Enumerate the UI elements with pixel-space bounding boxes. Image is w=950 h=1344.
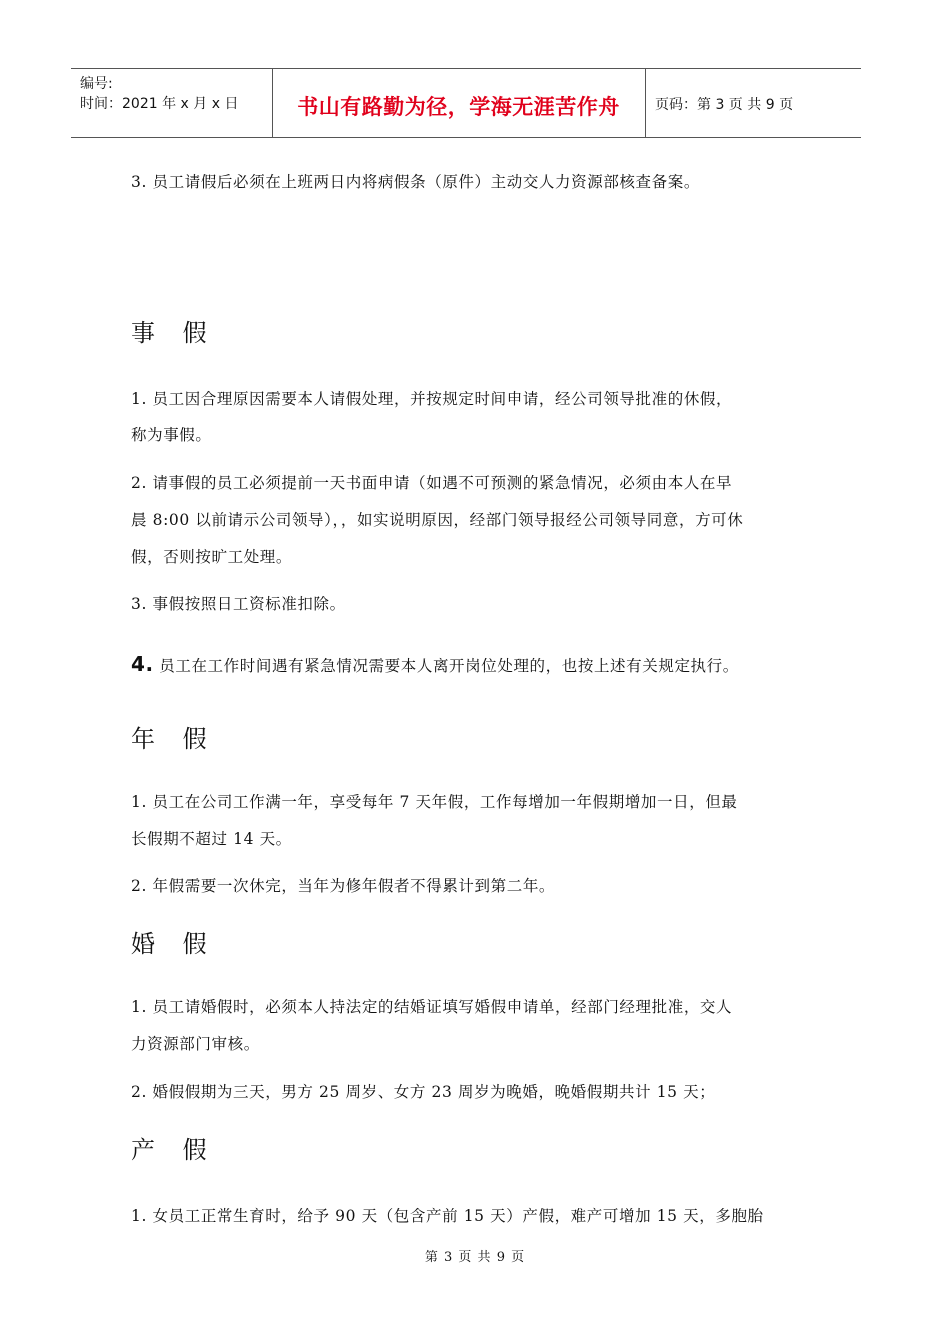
header-number-label: 编号: — [80, 76, 113, 92]
annual-leave-p1-line2: 长假期不超过 14 天。 — [131, 830, 292, 848]
sick-leave-paragraph-3: 3. 员工请假后必须在上班两日内将病假条（原件）主动交人力资源部核查备案。 — [131, 173, 700, 191]
personal-leave-p4 — [131, 654, 739, 676]
header-page-info: 页码：第 3 页 共 9 页 — [655, 97, 794, 113]
marriage-leave-p1-line2: 力资源部门审核。 — [131, 1035, 260, 1053]
marriage-leave-p1-line1: 1. 员工请婚假时，必须本人持法定的结婚证填写婚假申请单，经部门经理批准，交人 — [131, 998, 733, 1016]
header-left-cell — [71, 69, 273, 137]
document-header — [71, 68, 861, 138]
page-footer: 第 3 页 共 9 页 — [424, 1250, 526, 1265]
maternity-leave-p1-line1: 1. 女员工正常生育时，给予 90 天（包含产前 15 天）产假，难产可增加 15 天，多胞胎 — [131, 1207, 764, 1225]
personal-leave-p4-text: 员工在工作时间遇有紧急情况需要本人离开岗位处理的，也按上述有关规定执行。 — [153, 657, 739, 675]
section-title-marriage-leave: 婚 假 — [131, 930, 217, 958]
section-title-personal-leave: 事 假 — [131, 319, 217, 347]
personal-leave-p1-line1: 1. 员工因合理原因需要本人请假处理，并按规定时间申请，经公司领导批准的休假， — [131, 390, 733, 408]
header-right-cell — [646, 69, 861, 137]
section-title-maternity-leave: 产 假 — [131, 1136, 217, 1164]
annual-leave-p1-line1: 1. 员工在公司工作满一年，享受每年 7 天年假，工作每增加一年假期增加一日，但最 — [131, 793, 738, 811]
personal-leave-p2-line2: 晨 8:00 以前请示公司领导），，如实说明原因，经部门领导报经公司领导同意，方可休 — [131, 511, 744, 529]
header-motto: 书山有路勤为径，学海无涯苦作舟 — [297, 95, 620, 119]
annual-leave-p2: 2. 年假需要一次休完，当年为修年假者不得累计到第二年。 — [131, 877, 556, 895]
personal-leave-p2-line3: 假，否则按旷工处理。 — [131, 548, 293, 566]
personal-leave-p1-line2: 称为事假。 — [131, 426, 212, 444]
section-title-annual-leave: 年 假 — [131, 725, 217, 753]
personal-leave-p3: 3. 事假按照日工资标准扣除。 — [131, 595, 346, 613]
header-time-line: 时间：2021 年 x 月 x 日 — [80, 96, 239, 112]
personal-leave-p2-line1: 2. 请事假的员工必须提前一天书面申请（如遇不可预测的紧急情况，必须由本人在早 — [131, 474, 733, 492]
marriage-leave-p2: 2. 婚假假期为三天，男方 25 周岁、女方 23 周岁为晚婚，晚婚假期共计 15 天； — [131, 1083, 716, 1101]
header-middle-cell — [272, 69, 646, 137]
personal-leave-p4-number: 4. — [131, 652, 154, 676]
